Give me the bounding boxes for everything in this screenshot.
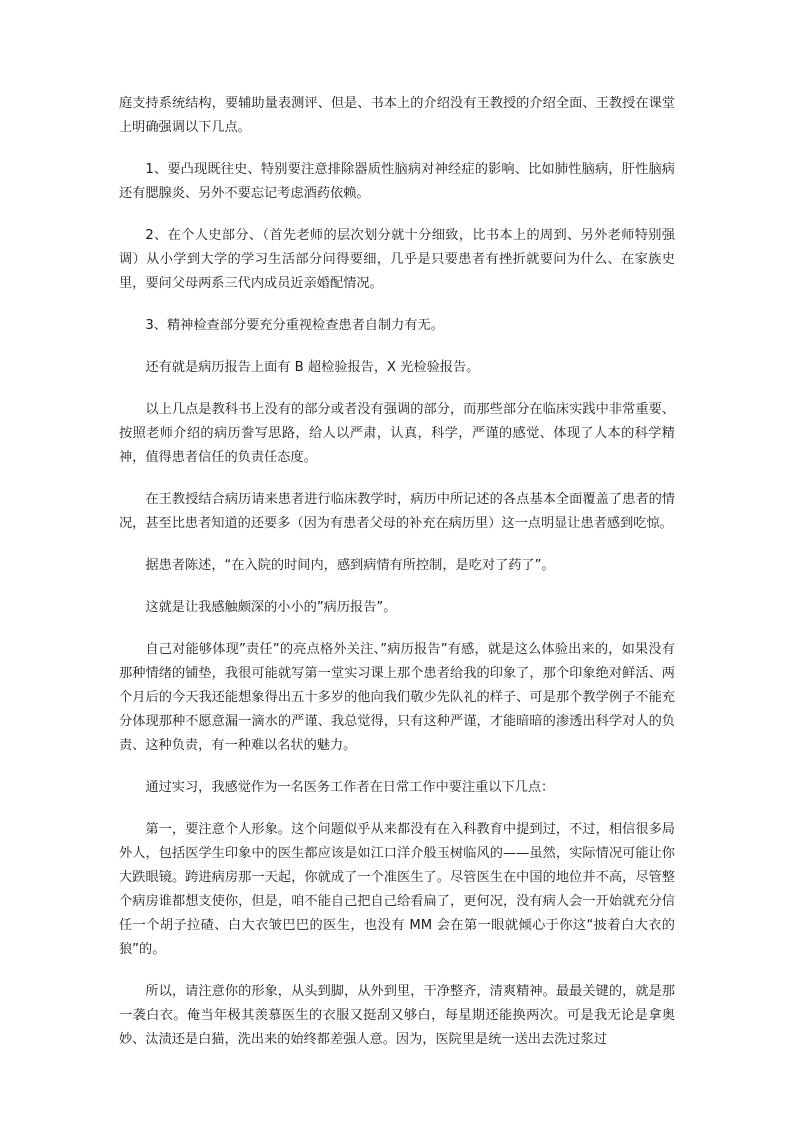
paragraph-clinical-teaching: 在王教授结合病历请来患者进行临床教学时，病历中所记述的各点基本全面覆盖了患者的情况，甚至比患者知道的还要多（因为有患者父母的补充在病历里）这一点明显让患者感到吃惊。 bbox=[119, 492, 675, 531]
document-body bbox=[119, 92, 675, 1070]
paragraph-appearance: 所以，请注意你的形象，从头到脚，从外到里，干净整齐，清爽精神。最最关键的，就是那一袭白衣。俺当年极其羡慕医生的衣服又挺刮又够白，每星期还能换两次。可是我无论是拿奥妙、汰渍还是白猫，洗出来的始终都差强人意。因为，医院里是统一送出去洗过浆过 bbox=[119, 984, 675, 1047]
paragraph-point-3: 3、精神检查部分要充分重视检查患者自制力有无。 bbox=[145, 318, 444, 333]
paragraph-internship-intro: 通过实习，我感觉作为一名医务工作者在日常工作中要注重以下几点： bbox=[145, 780, 555, 795]
paragraph-responsibility: 自己对能够体现”责任”的亮点格外关注、”病历报告”有感，就是这么体验出来的，如果没有那种情绪的铺垫，我很可能就写第一堂实习课上那个患者给我的印象了，那个印象绝对鲜活、两个月后的今天我还能想象得出五十多岁的他向我们敬少先队礼的样子、可是那个教学例子不能充分体现那种不愿意漏一滴水的严谨、我总觉得，只有这种严谨，才能暗暗的渗透出科学对人的负责、这种负责，有一种难以名状的魅力。 bbox=[119, 642, 675, 753]
paragraph-summary: 以上几点是教科书上没有的部分或者没有强调的部分，而那些部分在临床实践中非常重要、按照老师介绍的病历誊写思路，给人以严肃，认真，科学，严谨的感觉、体现了人本的科学精神，值得患者信任的负责任态度。 bbox=[119, 402, 675, 465]
paragraph-continuation: 庭支持系统结构，要辅助量表测评、但是、书本上的介绍没有王教授的介绍全面、王教授在课堂上明确强调以下几点。 bbox=[119, 96, 675, 135]
paragraph-point-1: 1、要凸现既往史、特别要注意排除器质性脑病对神经症的影响、比如肺性脑病，肝性脑病还有腮腺炎、另外不要忘记考虑酒药依赖。 bbox=[119, 162, 675, 201]
paragraph-patient-statement: 据患者陈述，“在入院的时间内，感到病情有所控制，是吃对了药了”。 bbox=[145, 558, 555, 573]
paragraph-point-2: 2、在个人史部分、（首先老师的层次划分就十分细致，比书本上的周到、另外老师特别强调）从小学到大学的学习生活部分问得要细，几乎是只要患者有挫折就要问为什么、在家族史里，要问父母两系三代内成员近亲婚配情况。 bbox=[119, 228, 675, 291]
paragraph-first-point: 第一，要注意个人形象。这个问题似乎从来都没有在入科教育中提到过，不过，相信很多局外人，包括医学生印象中的医生都应该是如江口洋介般玉树临风的——虽然，实际情况可能让你大跌眼镜。跨进病房那一天起，你就成了一个准医生了。尽管医生在中国的地位并不高，尽管整个病房谁都想支使你，但是，咱不能自己把自己给看扁了，更何况，没有病人会一开始就充分信任一个胡子拉碴、白大衣皱巴巴的医生，也没有 MM 会在第一眼就倾心于你这“披着白大衣的狼”的。 bbox=[119, 822, 675, 957]
paragraph-impression: 这就是让我感触颇深的小小的”病历报告”。 bbox=[145, 600, 397, 615]
paragraph-reports: 还有就是病历报告上面有 B 超检验报告，X 光检验报告。 bbox=[145, 360, 480, 375]
